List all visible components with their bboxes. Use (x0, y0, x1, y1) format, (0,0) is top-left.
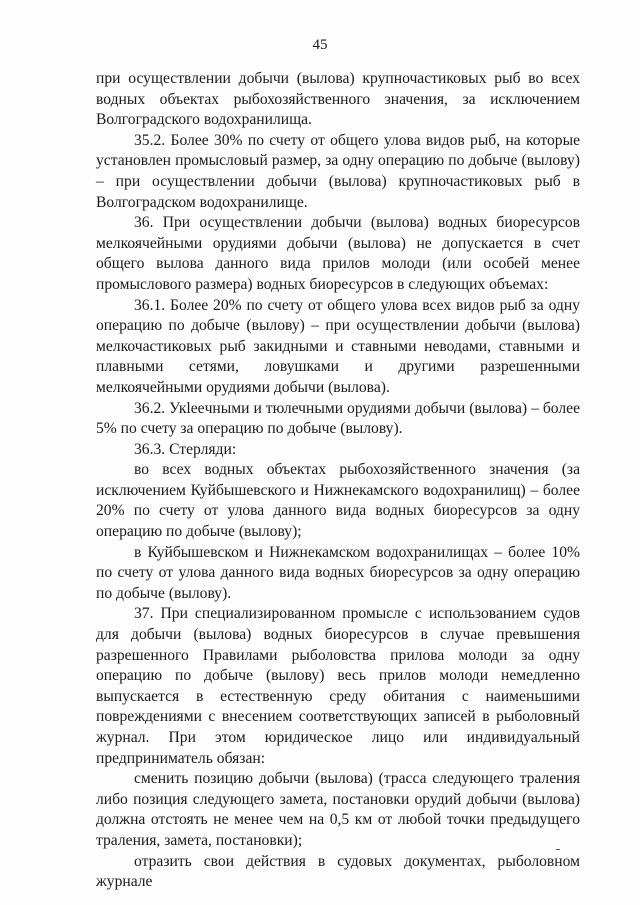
paragraph-36-3-item-2: в Куйбышевском и Нижнекамском водохранилищах – более 10% по счету от улова данного вида водных биоресурсов за одну операцию по добыче (вылову). (96, 543, 580, 602)
paragraph-36-3-item-1: во всех водных объектах рыбохозяйственного значения (за исключением Куйбышевского и Нижнекамского водохранилищ) – более 20% по счету от улова данного вида водных биоресурсов за одну операцию по добыче (вылову); (96, 461, 580, 541)
paragraph-37: 37. При специализированном промысле с использованием судов для добычи (вылова) водных биоресурсов в случае превышения разрешенного Правилами рыболовства прилова молоди за одну операцию по добыче (вылову) весь прилов молоди немедленно выпускается в естественную среду обитания с наименьшими повреждениями с внесением соответствующих записей в рыболовный журнал. При этом юридическое лицо или индивидуальный предприниматель обязан: (96, 605, 580, 767)
paragraph-36-2: 36.2. Укleeчными и тюлечными орудиями добычи (вылова) – более 5% по счету за операцию по добыче (вылову). (96, 399, 580, 438)
document-body (96, 69, 580, 893)
scan-mark (556, 849, 560, 850)
paragraph-36: 36. При осуществлении добычи (вылова) водных биоресурсов мелкоячейными орудиями добычи (вылова) не допускается в счет общего вылова данного вида прилов молоди (или особей менее промыслового размера) водных биоресурсов в следующих объемах: (96, 214, 580, 293)
page-number: 45 (312, 37, 328, 53)
paragraph-36-1: 36.1. Более 20% по счету от общего улова всех видов рыб за одну операцию по добыче (вылову) – при осуществлении добычи (вылова) мелкочастиковых рыб закидными и ставными неводами, ставными и плавными сетями, ловушками и другими разрешенными мелкоячейными орудиями добычи (вылова). (96, 296, 580, 396)
paragraph-continuation: при осуществлении добычи (вылова) крупночастиковых рыб во всех водных объектах рыбохозяйственного значения, за исключением Волгоградского водохранилища. (96, 70, 580, 129)
paragraph-36-3: 36.3. Стерляди: (134, 440, 237, 458)
paragraph-35-2: 35.2. Более 30% по счету от общего улова видов рыб, на которые установлен промысловый размер, за одну операцию по добыче (вылову) – при осуществлении добычи (вылова) крупночастиковых рыб в Волгоградском водохранилище. (96, 131, 580, 211)
paragraph-37-item-2: отразить свои действия в судовых документах, рыболовном журнале (96, 852, 580, 891)
paragraph-37-item-1: сменить позицию добычи (вылова) (трасса следующего траления либо позиция следующего замета, постановки орудий добычи (вылова) должна отстоять не менее чем на 0,5 км от любой точки предыдущего траления, замета, постановки); (96, 770, 580, 849)
